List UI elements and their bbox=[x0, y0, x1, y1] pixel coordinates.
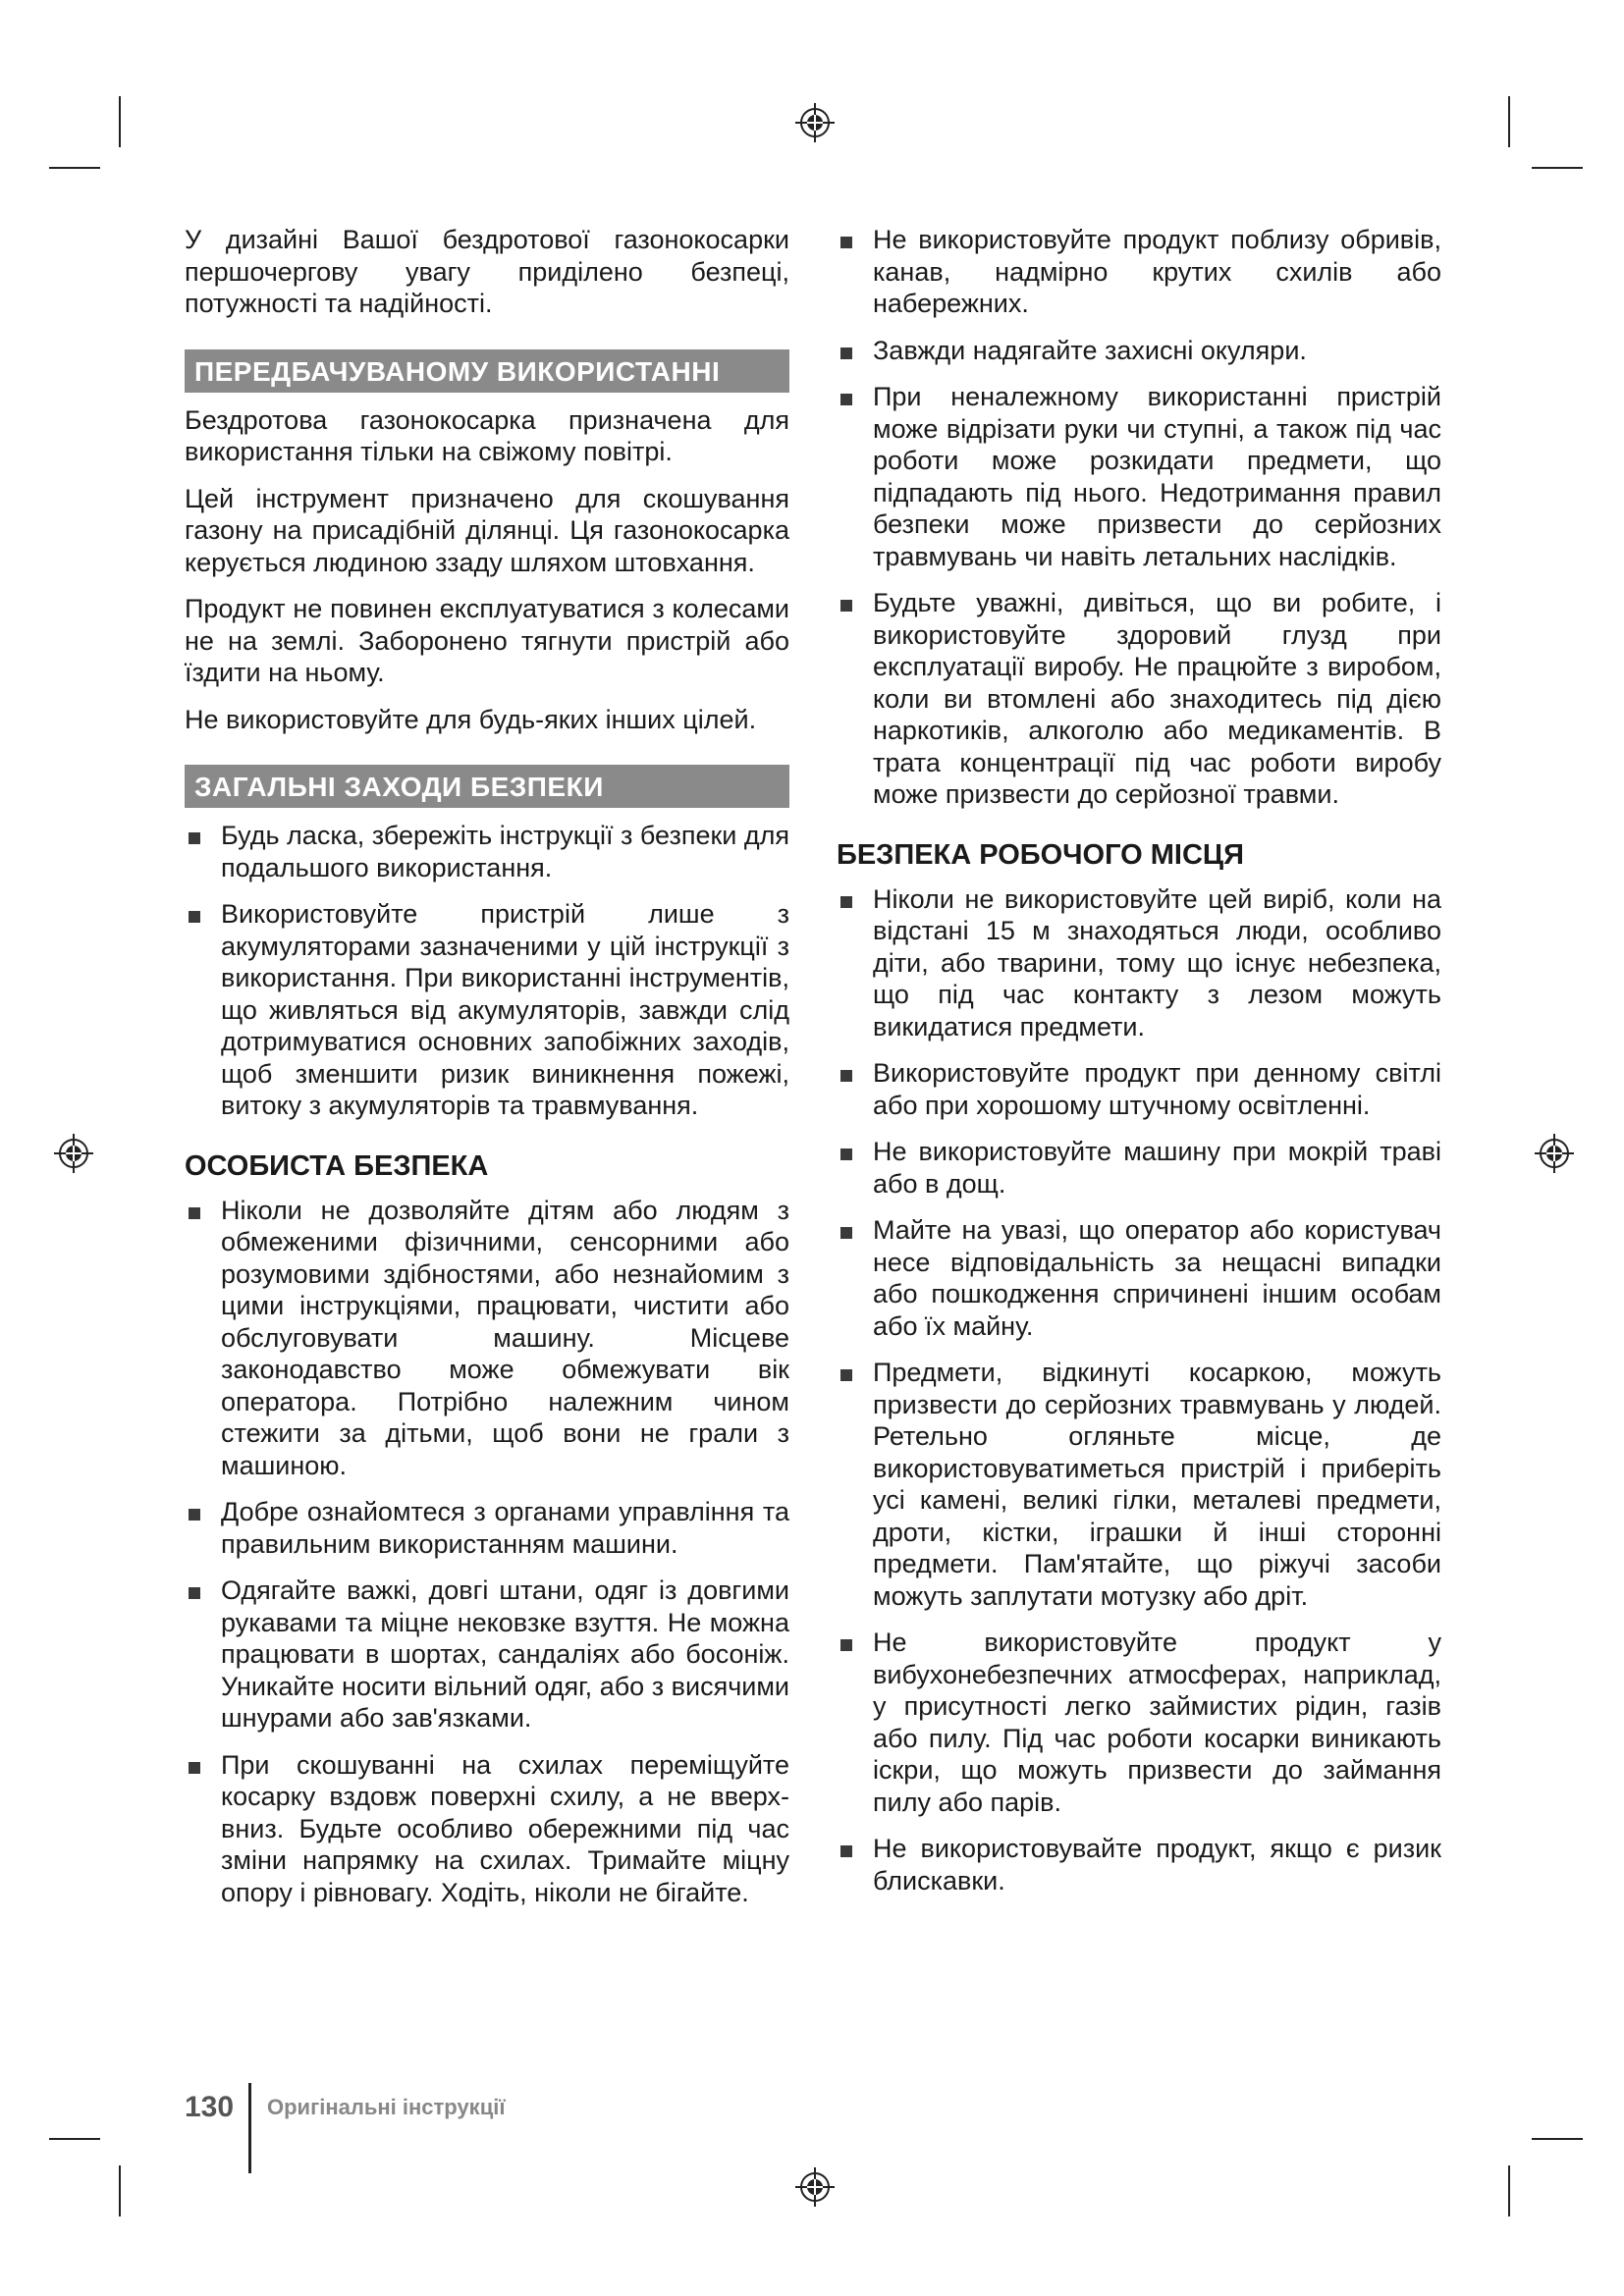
footer-divider bbox=[248, 2083, 251, 2173]
footer-title: Оригінальні інструкції bbox=[267, 2095, 506, 2119]
intended-paragraph: Бездротова газонокосарка призначена для використання тільки на свіжому повітрі. bbox=[185, 404, 789, 466]
registration-mark-icon bbox=[1535, 1134, 1574, 1173]
page-number: 130 bbox=[185, 2091, 235, 2123]
workplace-safety-list bbox=[837, 883, 1441, 1897]
list-item: При неналежному використанні пристрій може відрізати руки чи ступні, а також під час роботи може розкидати предмети, що підпадають під нього. Недотримання правил безпеки може призвести до серйозних травмувань чи навіть летальних наслідків. bbox=[837, 381, 1441, 572]
intro-paragraph: У дизайні Вашої бездротової газонокосарки першочергову увагу приділено безпеці, потужності та надійності. bbox=[185, 225, 789, 318]
intended-paragraph: Продукт не повинен експлуатуватися з колесами не на землі. Заборонено тягнути пристрій або їздити на ньому. bbox=[185, 594, 789, 687]
list-item: При скошуванні на схилах переміщуйте косарку вздовж поверхні схилу, а не вверх-вниз. Будьте особливо обережними під час зміни напрямку на схилах. Тримайте міцну опору і рівновагу. Ходіть, ніколи не бігайте. bbox=[185, 1749, 789, 1909]
right-column bbox=[837, 224, 1441, 1911]
intended-paragraph: Цей інструмент призначено для скошування газону на присадібній ділянці. Ця газонокосарка керується людиною ззаду шляхом штовхання. bbox=[185, 483, 789, 577]
left-column bbox=[185, 224, 789, 1923]
list-item: Використовуйте продукт при денному світлі або при хорошому штучному освітленні. bbox=[837, 1057, 1441, 1121]
list-item: Будьте уважні, дивіться, що ви робите, і використовуйте здоровий глузд при експлуатації виробу. Не працюйте з виробом, коли ви втомлені або знаходитесь під дією наркотиків, алкоголю або медикаментів. В трата концентрації під час роботи виробу може призвести до серйозної травми. bbox=[837, 587, 1441, 811]
list-item: Використовуйте пристрій лише з акумуляторами зазначеними у цій інструкції з використання. При використанні інструментів, що живляться від акумуляторів, завжди слід дотримуватися основних запобіжних заходів, щоб зменшити ризик виникнення пожежі, витоку з акумуляторів та травмування. bbox=[185, 898, 789, 1122]
list-item: Одягайте важкі, довгі штани, одяг із довгими рукавами та міцне нековзке взуття. Не можна працювати в шортах, сандаліях або босоніж. Уникайте носити вільний одяг, або з висячими шнурами або зав'язками. bbox=[185, 1575, 789, 1735]
crop-mark bbox=[119, 96, 121, 147]
list-item: Не використовувайте продукт, якщо є ризик блискавки. bbox=[837, 1833, 1441, 1896]
crop-mark bbox=[49, 2138, 100, 2140]
registration-mark-icon bbox=[795, 2167, 835, 2207]
list-item: Завжди надягайте захисні окуляри. bbox=[837, 335, 1441, 367]
crop-mark bbox=[49, 167, 100, 169]
personal-safety-list bbox=[185, 1195, 789, 1909]
section-heading-personal-safety: ОСОБИСТА БЕЗПЕКА bbox=[185, 1149, 489, 1182]
registration-mark-icon bbox=[795, 103, 835, 142]
list-item: Будь ласка, збережіть інструкції з безпеки для подальшого використання. bbox=[185, 820, 789, 883]
list-item: Ніколи не дозволяйте дітям або людям з обмеженими фізичними, сенсорними або розумовими здібностями, або незнайомим з цими інструкціями, працювати, чистити або обслуговувати машину. Місцеве законодавство може обмежувати вік оператора. Потрібно належним чином стежити за дітьми, щоб вони не грали з машиною. bbox=[185, 1195, 789, 1482]
section-heading-intended-use: ПЕРЕДБАЧУВАНОМУ ВИКОРИСТАННІ bbox=[185, 349, 789, 393]
intended-paragraph: Не використовуйте для будь-яких інших цілей. bbox=[185, 704, 757, 734]
list-item: Добре ознайомтеся з органами управління та правильним використанням машини. bbox=[185, 1496, 789, 1560]
personal-safety-list-continued bbox=[837, 224, 1441, 811]
section-heading-workplace-safety: БЕЗПЕКА РОБОЧОГО МІСЦЯ bbox=[837, 838, 1244, 871]
general-safety-list bbox=[185, 820, 789, 1122]
crop-mark bbox=[1532, 167, 1583, 169]
crop-mark bbox=[119, 2165, 121, 2216]
list-item: Не використовуйте продукт у вибухонебезпечних атмосферах, наприклад, у присутності легко займистих рідин, газів або пилу. Під час роботи косарки виникають іскри, що можуть призвести до займання пилу або парів. bbox=[837, 1627, 1441, 1818]
crop-mark bbox=[1508, 2165, 1510, 2216]
list-item: Ніколи не використовуйте цей виріб, коли на відстані 15 м знаходяться люди, особливо діти, або тварини, тому що існує небезпека, що під час контакту з лезом можуть викидатися предмети. bbox=[837, 883, 1441, 1043]
crop-mark bbox=[1508, 96, 1510, 147]
list-item: Не використовуйте продукт поблизу обривів, канав, надмірно крутих схилів або набережних. bbox=[837, 224, 1441, 320]
section-heading-general-safety: ЗАГАЛЬНІ ЗАХОДИ БЕЗПЕКИ bbox=[185, 765, 789, 808]
list-item: Предмети, відкинуті косаркою, можуть призвести до серйозних травмувань у людей. Ретельно огляньте місце, де використовуватиметься пристрій і приберіть усі камені, великі гілки, металеві предмети, дроти, кістки, іграшки й інші сторонні предмети. Пам'ятайте, що ріжучі засоби можуть заплутати мотузку або дріт. bbox=[837, 1357, 1441, 1612]
registration-mark-icon bbox=[54, 1134, 93, 1173]
list-item: Не використовуйте машину при мокрій траві або в дощ. bbox=[837, 1136, 1441, 1200]
list-item: Майте на увазі, що оператор або користувач несе відповідальність за нещасні випадки або пошкодження спричинені іншим особам або їх майну. bbox=[837, 1214, 1441, 1342]
crop-mark bbox=[1532, 2138, 1583, 2140]
